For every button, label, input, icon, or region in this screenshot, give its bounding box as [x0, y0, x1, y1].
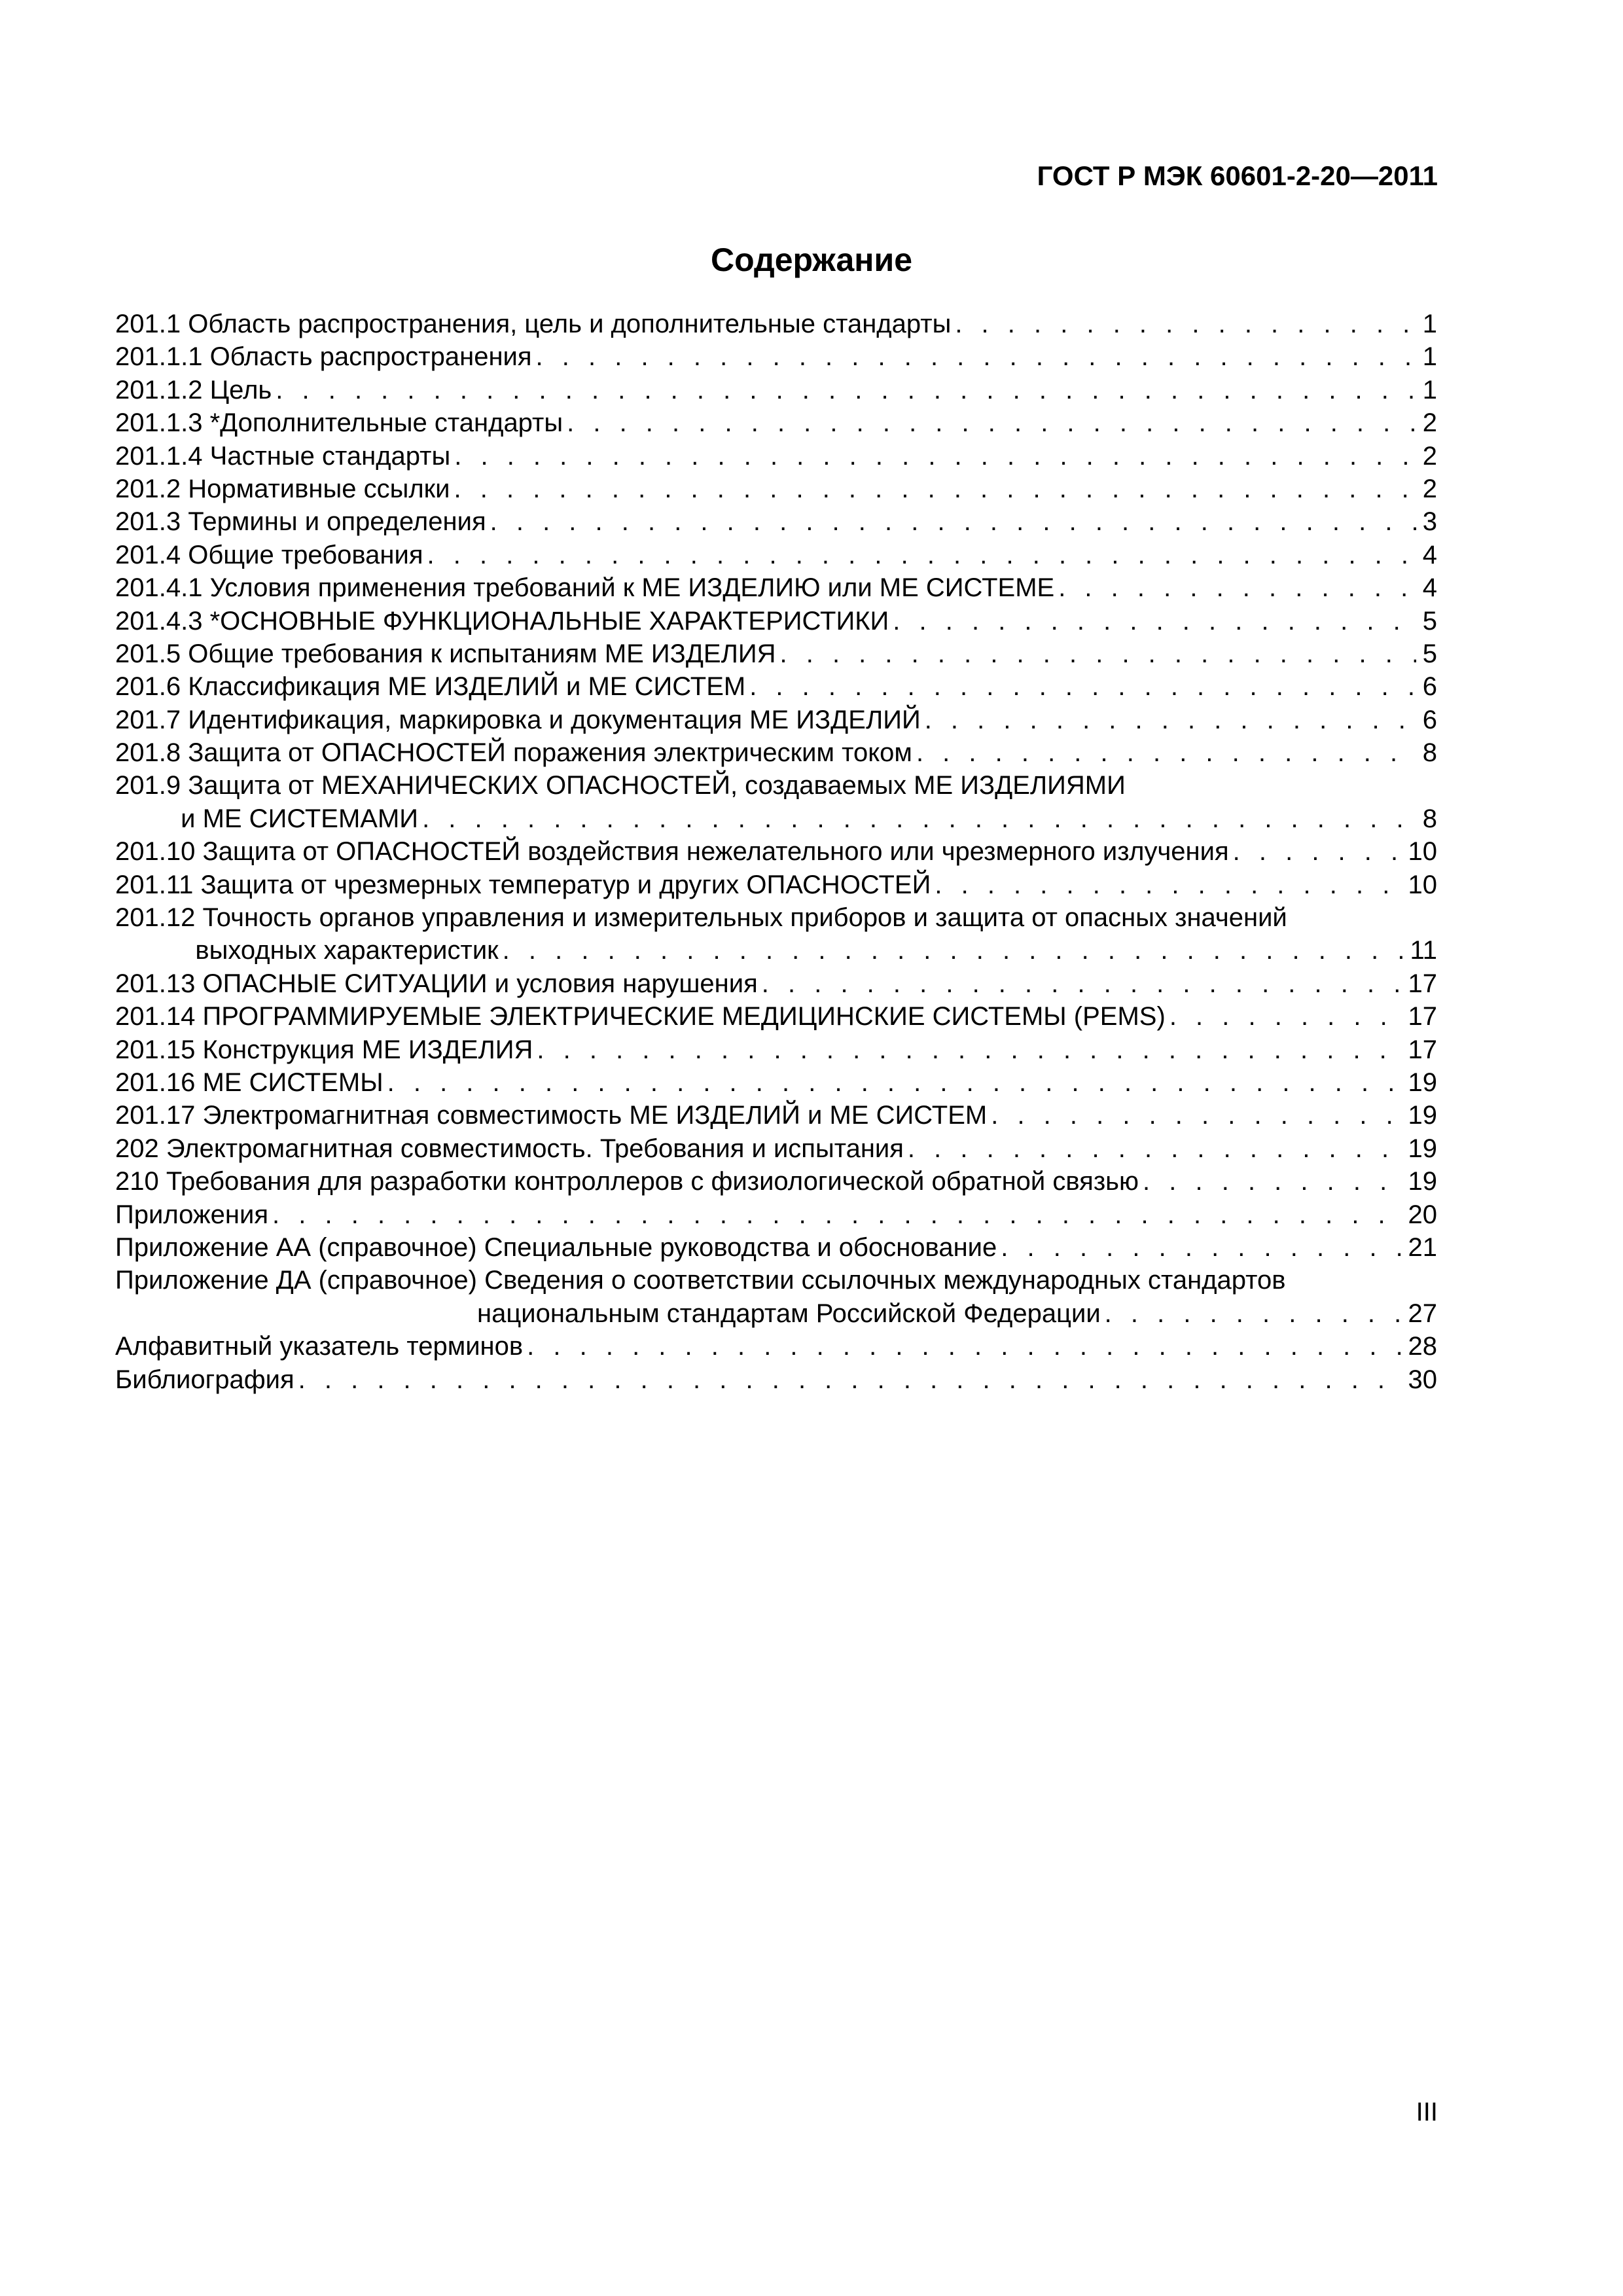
toc-entry[interactable] — [115, 1132, 1437, 1165]
toc-entry[interactable] — [115, 505, 1437, 538]
toc-entry-text: 201.8 Защита от ОПАСНОСТЕЙ поражения электрическим током — [115, 738, 912, 768]
toc-page-number: 28 — [1408, 1332, 1437, 1361]
toc-leader-dots — [904, 1132, 1406, 1165]
toc-entry-text: и МЕ СИСТЕМАМИ — [181, 804, 419, 833]
toc-leader-dots — [294, 1363, 1406, 1396]
toc-entry[interactable] — [115, 670, 1437, 703]
toc-page-number: 1 — [1422, 310, 1437, 338]
toc-entry-text: 201.10 Защита от ОПАСНОСТЕЙ воздействия нежелательного или чрезмерного излучения — [115, 837, 1229, 867]
toc-leader-dots — [418, 802, 1416, 835]
toc-entry-text: 201.1 Область распространения, цель и дополнительные стандарты — [115, 310, 952, 338]
toc-entry-text: 201.3 Термины и определения — [115, 507, 486, 537]
toc-entry-text: 201.16 МЕ СИСТЕМЫ — [115, 1067, 383, 1097]
toc-leader-dots — [499, 934, 1408, 967]
toc-entry[interactable] — [115, 901, 1437, 967]
toc-entry-text: 201.4.1 Условия применения требований к МЕ ИЗДЕЛИЮ или МЕ СИСТЕМЕ — [115, 573, 1055, 603]
toc-page-number: 2 — [1422, 408, 1437, 438]
toc-entry-text: выходных характеристик — [195, 936, 499, 965]
toc-entry[interactable] — [115, 967, 1437, 1000]
toc-page-number: 11 — [1410, 936, 1437, 965]
toc-leader-dots — [745, 670, 1416, 703]
toc-leader-dots — [450, 473, 1416, 505]
toc-entry-text: Приложение ДА (справочное) Сведения о соответствии ссылочных международных стандартов — [115, 1266, 1286, 1295]
toc-page-number: 6 — [1422, 672, 1437, 702]
toc-leader-dots — [1054, 571, 1416, 604]
toc-page-number: 19 — [1408, 1167, 1437, 1196]
toc-leader-dots — [1101, 1297, 1406, 1330]
toc-entry[interactable] — [115, 406, 1437, 439]
toc-entry-text: национальным стандартам Российской Федерации — [477, 1299, 1101, 1328]
toc-entry-text: 202 Электромагнитная совместимость. Требования и испытания — [115, 1134, 904, 1163]
toc-page-number: 8 — [1422, 738, 1437, 768]
toc-page-number: 20 — [1408, 1200, 1437, 1229]
toc-page-number: 19 — [1408, 1134, 1437, 1163]
toc-entry-text: 201.1.2 Цель — [115, 375, 272, 404]
toc-leader-dots — [921, 704, 1416, 736]
toc-leader-dots — [272, 374, 1416, 406]
toc-entry-text: 201.1.4 Частные стандарты — [115, 441, 451, 471]
toc-page-number: 6 — [1422, 705, 1437, 734]
toc-page-number: 4 — [1422, 573, 1437, 603]
toc-page-number: 19 — [1408, 1067, 1437, 1097]
toc-page-number: 21 — [1408, 1232, 1437, 1262]
toc-entry-text: 201.15 Конструкция МЕ ИЗДЕЛИЯ — [115, 1035, 533, 1064]
toc-page-number: 10 — [1408, 870, 1437, 899]
document-header-standard-id: ГОСТ Р МЭК 60601-2-20—2011 — [1037, 160, 1438, 191]
toc-entry-text: 201.11 Защита от чрезмерных температур и других ОПАСНОСТЕЙ — [115, 870, 931, 899]
toc-leader-dots — [532, 340, 1416, 373]
toc-leader-dots — [450, 440, 1416, 473]
toc-entry[interactable] — [115, 374, 1437, 406]
toc-entry[interactable] — [115, 1363, 1437, 1396]
toc-entry[interactable] — [115, 539, 1437, 571]
toc-entry-text: 201.17 Электромагнитная совместимость МЕ ИЗДЕЛИЙ и МЕ СИСТЕМ — [115, 1101, 988, 1130]
toc-leader-dots — [931, 869, 1405, 901]
page-title: Содержание — [710, 242, 913, 278]
toc-entry[interactable] — [115, 473, 1437, 505]
toc-page-number: 10 — [1408, 837, 1437, 867]
toc-leader-dots — [523, 1330, 1405, 1363]
toc-page-number: 2 — [1422, 474, 1437, 503]
toc-leader-dots — [563, 406, 1416, 439]
toc-leader-dots — [268, 1198, 1405, 1231]
toc-page-number: 8 — [1422, 804, 1437, 833]
toc-entry[interactable] — [115, 1264, 1437, 1330]
toc-page-number: 5 — [1422, 606, 1437, 636]
toc-entry-text: 201.2 Нормативные ссылки — [115, 474, 450, 503]
toc-leader-dots — [776, 637, 1417, 670]
toc-page-number: 4 — [1422, 540, 1437, 569]
toc-entry[interactable] — [115, 1231, 1437, 1264]
toc-entry-text: Приложения — [115, 1200, 269, 1229]
toc-leader-dots — [423, 539, 1416, 571]
toc-entry[interactable] — [115, 869, 1437, 901]
toc-entry-text: 201.5 Общие требования к испытаниям МЕ ИЗДЕЛИЯ — [115, 639, 776, 668]
toc-entry[interactable] — [115, 440, 1437, 473]
toc-entry-text: 201.4.3 *ОСНОВНЫЕ ФУНКЦИОНАЛЬНЫЕ ХАРАКТЕРИСТИКИ — [115, 606, 889, 636]
toc-entry-text: 201.1.1 Область распространения — [115, 342, 532, 372]
toc-entry[interactable] — [115, 637, 1437, 670]
toc-page-number: 17 — [1408, 1002, 1437, 1031]
toc-page-number: 1 — [1422, 342, 1437, 372]
toc-leader-dots — [987, 1099, 1405, 1132]
toc-leader-dots — [951, 308, 1416, 340]
toc-page-number: 17 — [1408, 1035, 1437, 1064]
toc-entry[interactable] — [115, 1330, 1437, 1363]
toc-entry-text: Приложение АА (справочное) Специальные руководства и обоснование — [115, 1232, 997, 1262]
toc-entry[interactable] — [115, 1165, 1437, 1198]
toc-entry-text: 201.1.3 *Дополнительные стандарты — [115, 408, 563, 438]
toc-entry[interactable] — [115, 835, 1437, 868]
toc-page-number: 19 — [1408, 1101, 1437, 1130]
toc-entry-text: 201.14 ПРОГРАММИРУЕМЫЕ ЭЛЕКТРИЧЕСКИЕ МЕДИЦИНСКИЕ СИСТЕМЫ (PEMS) — [115, 1002, 1166, 1031]
toc-leader-dots — [889, 605, 1416, 637]
toc-leader-dots — [912, 736, 1416, 769]
toc-leader-dots — [533, 1033, 1405, 1066]
toc-page-number: 30 — [1408, 1365, 1437, 1394]
toc-entry[interactable] — [115, 1000, 1437, 1033]
toc-entry-text: 201.9 Защита от МЕХАНИЧЕСКИХ ОПАСНОСТЕЙ, создаваемых МЕ ИЗДЕЛИЯМИ — [115, 771, 1126, 800]
toc-entry[interactable] — [115, 736, 1437, 769]
table-of-contents — [115, 308, 1437, 1396]
toc-entry-text: 210 Требования для разработки контроллеров с физиологической обратной связью — [115, 1167, 1139, 1196]
toc-entry[interactable] — [115, 340, 1437, 373]
page-number: III — [1416, 2098, 1438, 2126]
toc-entry[interactable] — [115, 704, 1437, 736]
toc-leader-dots — [1229, 835, 1406, 868]
toc-entry-text: 201.4 Общие требования — [115, 540, 423, 569]
toc-entry[interactable] — [115, 1198, 1437, 1231]
toc-leader-dots — [383, 1066, 1406, 1099]
toc-entry[interactable] — [115, 605, 1437, 637]
toc-entry[interactable] — [115, 308, 1437, 340]
toc-page-number: 1 — [1422, 375, 1437, 404]
toc-entry-text: Алфавитный указатель терминов — [115, 1332, 524, 1361]
toc-leader-dots — [997, 1231, 1405, 1264]
toc-page-number: 17 — [1408, 969, 1437, 998]
toc-entry[interactable] — [115, 1033, 1437, 1066]
toc-leader-dots — [758, 967, 1406, 1000]
toc-entry-text: 201.7 Идентификация, маркировка и документация МЕ ИЗДЕЛИЙ — [115, 705, 921, 734]
toc-page-number: 5 — [1422, 639, 1437, 668]
toc-entry-text: 201.6 Классификация МЕ ИЗДЕЛИЙ и МЕ СИСТЕМ — [115, 672, 746, 702]
toc-entry[interactable] — [115, 769, 1437, 835]
toc-entry-text: 201.12 Точность органов управления и измерительных приборов и защита от опасных значений — [115, 903, 1287, 933]
toc-entry[interactable] — [115, 1066, 1437, 1099]
toc-entry[interactable] — [115, 1099, 1437, 1132]
toc-page-number: 3 — [1422, 507, 1437, 537]
toc-leader-dots — [486, 505, 1416, 538]
toc-entry[interactable] — [115, 571, 1437, 604]
toc-page-number: 2 — [1422, 441, 1437, 471]
toc-leader-dots — [1166, 1000, 1406, 1033]
toc-entry-text: Библиография — [115, 1365, 294, 1394]
toc-page-number: 27 — [1408, 1299, 1437, 1328]
toc-leader-dots — [1139, 1165, 1405, 1198]
toc-entry-text: 201.13 ОПАСНЫЕ СИТУАЦИИ и условия нарушения — [115, 969, 758, 998]
